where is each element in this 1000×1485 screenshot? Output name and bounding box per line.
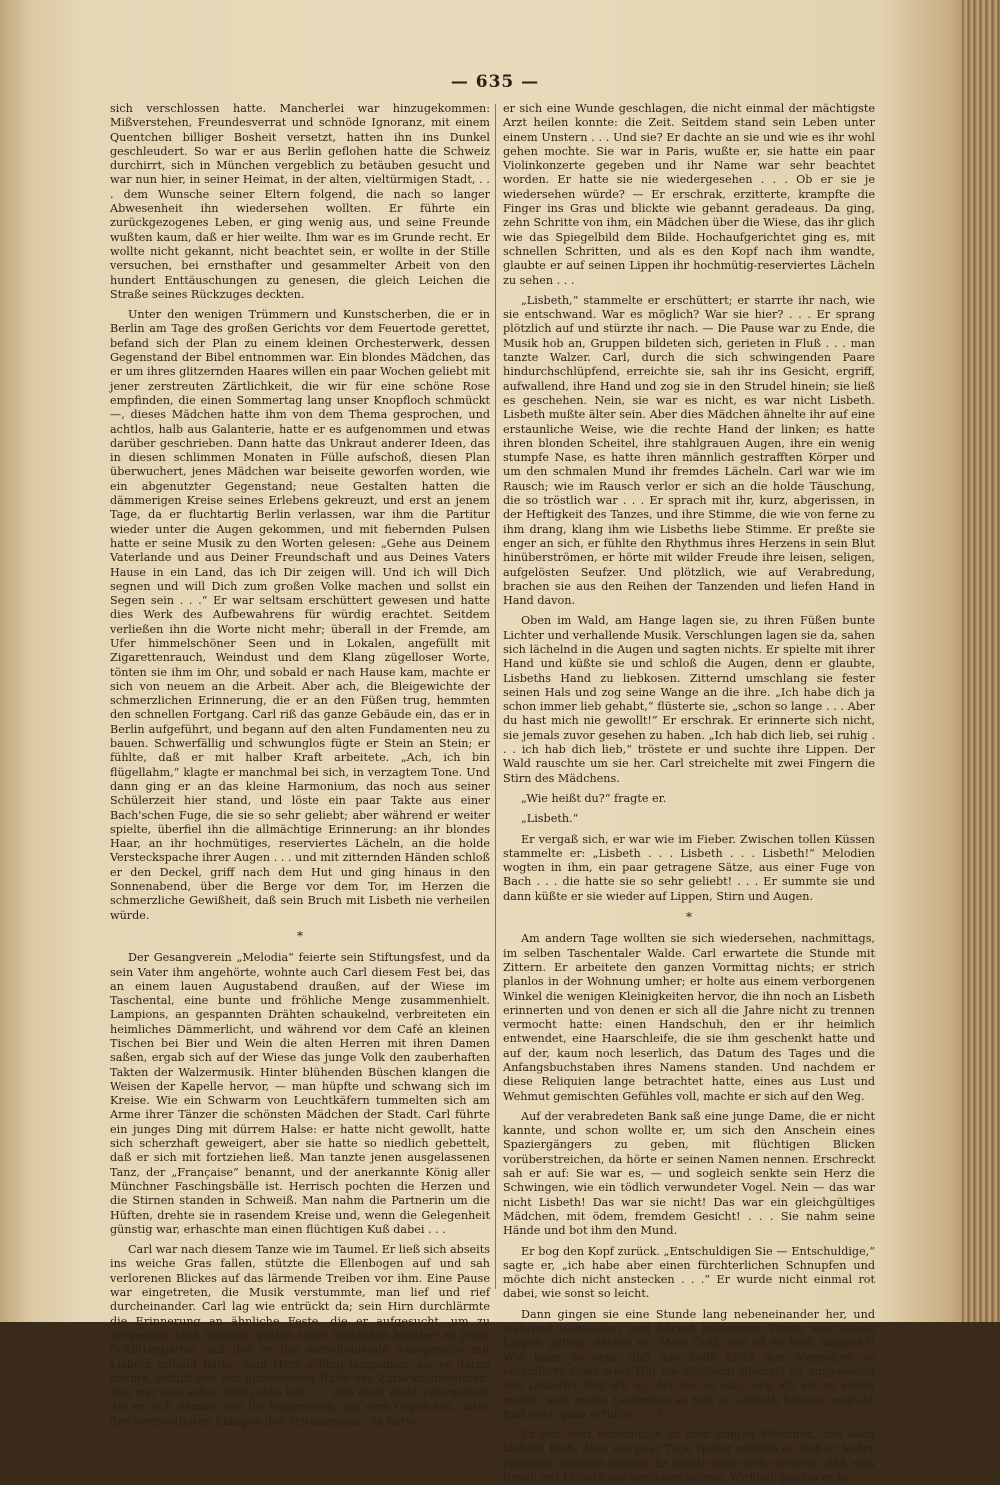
paragraph: Dann gingen sie eine Stunde lang nebeneinander her, und während unbeteiligt und höchst belanglose Worte von seinen Lippen glitten, dachte er: Mein Gott, wie ist es bloß möglich?! Wie kann es sein, daß das helle Licht den Menschen so verändert? Oder wie? Hat sie vielleicht niemals so ausgesehen wie Lisbeth? War ich es, der sie so sah, weil ich sie so sehen wollte, weil meine Gedanken so fest an Lisbeth hingen, weil ihr Bild mich ganz erfüllte . . . ? — [503, 1307, 875, 1421]
book-binding-edge — [962, 0, 1000, 1322]
page-number: — 635 — — [450, 72, 540, 92]
paragraph: „Wie heißt du?“ fragte er. — [521, 791, 667, 805]
section-separator: * — [297, 928, 303, 943]
paragraph: Er vergaß sich, er war wie im Fieber. Zwischen tollen Küssen stammelte er: „Lisbeth . . . Lisbeth . . . Lisbeth!“ Melodien wogten in ihm, ein paar getragene Sätze, aus einer Fuge von Bach . . . die hatte sie so sehr geliebt! . . . Er summte sie und dann küßte er sie wieder auf Lippen, Stirn und Augen. — [503, 832, 875, 903]
paragraph: „Lisbeth,“ stammelte er erschüttert; er starrte ihr nach, wie sie entschwand. War es möglich? War sie hier? . . . Er sprang plötzlich auf und stürzte ihr nach. — Die Pause war zu Ende, die Musik hob an, Gruppen bildeten sich, gerieten in Fluß . . . man tanzte Walzer. Carl, durch die sich schwingenden Paare hindurchschlüpfend, erreichte sie, sah ihr ins Gesicht, ergriff, aufwallend, ihre Hand und zog sie in den Strudel hinein; sie ließ es geschehen. Nein, sie war es nicht, es war nicht Lisbeth. Lisbeth mußte älter sein. Aber dies Mädchen ähnelte ihr auf eine erstaunliche Weise, wie die rechte Hand der linken; es hatte ihren blonden Scheitel, ihre stahlgrauen Augen, ihre ein wenig stumpfe Nase, es hatte ihren männlich gestrafften Körper und um den schmalen Mund ihr fremdes Lächeln. Carl war wie im Rausch; wie im Rausch verlor er sich an die holde Täuschung, die so tröstlich war . . . Er sprach mit ihr, kurz, abgerissen, in der Heftigkeit des Tanzes, und ihre Stimme, die wie von ferne zu ihm drang, klang ihm wie Lisbeths liebe Stimme. Er preßte sie enger an sich, er fühlte den Rhythmus ihres Herzens in sein Blut hinüberströmen, er hörte mit wilder Freude ihre leisen, seligen, aufgelösten Seufzer. Und plötzlich, wie auf Verabredung, brachen sie aus den Reihen der Tanzenden und liefen Hand in Hand davon. — [503, 293, 875, 608]
paragraph: Unter den wenigen Trümmern und Kunstscherben, die er in Berlin am Tage des großen Gerichts vor dem Feuertode gerettet, befand sich der Plan zu einem kleinen Orchesterwerk, dessen Gegenstand der Bibel entnommen war. Ein blondes Mädchen, das er um ihres glitzernden Haares willen ein paar Wochen geliebt mit jener zerstreuten Zärtlichkeit, die wir für eine schöne Rose empfinden, die einen Sommertag lang unser Knopfloch schmückt —, dieses Mädchen hatte ihm von dem Thema gesprochen, und achtlos, halb aus Galanterie, hatte er es aufgenommen und etwas darüber geschrieben. Dann hatte das Unkraut anderer Ideen, das in diesen schlimmen Monaten in Fülle aufschoß, diesen Plan überwuchert, jenes Mädchen war beiseite geworfen worden, wie ein abgenutzter Gegenstand; neue Gestalten hatten die dämmerigen Kreise seines Erlebens gekreuzt, und erst an jenem Tage, da er fluchtartig Berlin verlassen, war ihm die Partitur wieder unter die Augen gekommen, und mit fiebernden Pulsen hatte er seine Musik zu den Worten gelesen: „Gehe aus Deinem Vaterlande und aus Deiner Freundschaft und aus Deines Vaters Hause in ein Land, das ich Dir zeigen will. Und ich will Dich segnen und will Dich zum großen Volke machen und sollst ein Segen sein . . .“ Er war seltsam erschüttert gewesen und hatte dies Werk des Aufbewahrens für würdig erachtet. Seitdem verließen ihn die Worte nicht mehr; überall in der Fremde, am Ufer himmelschöner Seen und in Lokalen, angefüllt mit Zigarettenrauch, Weindust und dem Klang zügelloser Worte, tönten sie ihm im Ohr, und sobald er nach Hause kam, machte er sich von neuem an die Arbeit. Aber ach, die Bleigewichte der schmerzlichen Erinnerung, die er an den Füßen trug, hemmten den schnellen Fortgang. Carl riß das ganze Gebäude ein, das er in Berlin aufgeführt, und begann auf den alten Fundamenten neu zu bauen. Schwerfällig und schwunglos fügte er Stein an Stein; er fühlte, daß er mit halber Kraft arbeitete. „Ach, ich bin flügellahm,“ klagte er manchmal bei sich, in verzagtem Tone. Und dann ging er an das kleine Harmonium, das noch aus seiner Schülerzeit hier stand, und löste ein paar Takte aus einer Bach'schen Fuge, die sie so sehr geliebt; aber während er weiter spielte, überfiel ihn die allmächtige Erinnerung: an ihr blondes Haar, an ihr hochmütiges, reserviertes Lächeln, an die holde Versteckspache ihrer Augen . . . und mit zitternden Händen schloß er den Deckel, griff nach dem Hut und ging hinaus in den Sonnenabend, über die Berge vor dem Tor, im Herzen die schmerzliche Gewißheit, daß sein Bruch mit Lisbeth nie verheilen würde. — [110, 308, 490, 922]
paragraph: Er war sehr verbindlich zu dem jungen Mädchen, das auch Lisbeth hieß. Aber ein paar Tage später schrieb er, daß er leider plötzlich abreisen müsse. Er wußte nun noch sicherer, daß sein Bruch mit Lisbeth nie verheilen würde. Wirklich packte er in — [503, 1428, 875, 1485]
paragraph: sich verschlossen hatte. Mancherlei war hinzugekommen: Mißverstehen, Freundesverrat und schnöde Ignoranz, mit einem Quentchen billiger Bosheit versetzt, hatten ihn ins Dunkel geschleudert. So war er aus Berlin geflohen hatte die Schweiz durchirrt, sich in München vergeblich zu betäuben gesucht und war nun hier, in seiner Heimat, in der alten, vieltürmigen Stadt, . . . dem Wunsche seiner Eltern folgend, die nach so langer Abwesenheit ihn wiedersehen wollten. Er führte ein zurückgezogenes Leben, er ging wenig aus, und seine Freunde wußten kaum, daß er hier weilte. Ihm war es im Grunde recht. Er wollte nicht gekannt, nicht beachtet sein, er wollte in der Stille versuchen, bei ernsthafter und gesammelter Arbeit von den hundert Enttäuschungen zu genesen, die gleich Leichen die Straße seines Rückzuges deckten. — [110, 102, 490, 301]
paragraph: „Lisbeth.“ — [521, 812, 579, 826]
paragraph: Oben im Wald, am Hange lagen sie, zu ihren Füßen bunte Lichter und verhallende Musik. Verschlungen lagen sie da, sahen sich lächelnd in die Augen und sagten nichts. Er spielte mit ihrer Hand und küßte sie und schloß die Augen, denn er glaubte, Lisbeths Hand zu liebkosen. Zitternd umschlang sie fester seinen Hals und zog seine Wange an die ihre. „Ich habe dich ja schon immer lieb gehabt,“ flüsterte sie, „schon so lange . . . Aber du hast mich nie gewollt!“ Er erschrak. Er erinnerte sich nicht, sie jemals zuvor gesehen zu haben. „Ich hab dich lieb, sei ruhig . . . ich hab dich lieb,“ tröstete er und suchte ihre Lippen. Der Wald rauschte um sie her. Carl streichelte mit zwei Fingern die Stirn des Mädchens. — [503, 614, 875, 785]
paragraph: er sich eine Wunde geschlagen, die nicht einmal der mächtigste Arzt heilen konnte: die Zeit. Seitdem stand sein Leben unter einem Unstern . . . Und sie? Er dachte an sie und wie es ihr wohl gehen mochte. Sie war in Paris, wußte er, sie hatte ein paar Violinkonzerte gegeben und ihr Name war sehr beachtet worden. Er hatte sie nie wiedergesehen . . . Ob er sie je wiedersehen würde? — Er erschrak, erzitterte, krampfte die Finger ins Gras und blickte wie gebannt geradeaus. Da ging, zehn Schritte von ihm, ein Mädchen über die Wiese, das ihr glich wie das Spiegelbild dem Bilde. Hochaufgerichtet ging es, mit schnellen Schritten, und als es den Kopf nach ihm wandte, glaubte er auf seinen Lippen ihr hochmütig-reserviertes Lächeln zu sehen . . . — [503, 102, 875, 287]
paragraph: Der Gesangverein „Melodia“ feierte sein Stiftungsfest, und da sein Vater ihm angehörte, wohnte auch Carl diesem Fest bei, das an einem lauen Augustabend draußen, auf der Wiese im Taschental, eine bunte und fröhliche Menge zusammenhielt. Lampions, an gespannten Drähten schaukelnd, verbreiteten ein heimliches Dämmerlicht, und während vor dem Café an kleinen Tischen bei Bier und Wein die alten Herren mit ihren Damen saßen, ergab sich auf der Wiese das junge Volk den zauberhaften Takten der Walzermusik. Hinter blühenden Büschen klangen die Weisen der Kapelle hervor, — man hüpfte und schwang sich im Kreise. Wie ein Schwarm von Leuchtkäfern tummelten sich am Arme ihrer Tänzer die schönsten Mädchen der Stadt. Carl führte ein junges Ding mit dürrem Halse: er hatte nicht gewollt, hatte sich scherzhaft geweigert, aber sie hatte so niedlich gebettelt, daß er sich mit fortziehen ließ. Man tanzte jenen ausgelassenen Tanz, der „Française“ benannt, und der anerkannte König aller Münchner Faschingsbälle ist. Herrisch pochten die Herzen und die Stirnen standen in Schweiß. Man nahm die Partnerin um die Hüften, drehte sie in rasendem Kreise und, wenn die Gelegenheit günstig war, erhaschte man einen flüchtigen Kuß dabei . . . — [110, 951, 490, 1236]
paragraph: Am andern Tage wollten sie sich wiedersehen, nachmittags, im selben Taschentaler Walde. Carl erwartete die Stunde mit Zittern. Er arbeitete den ganzen Vormittag nichts; er strich planlos in der Wohnung umher; er holte aus einem verborgenen Winkel die wenigen Kleinigkeiten hervor, die ihn noch an Lisbeth erinnerten und von denen er sich all die Jahre nicht zu trennen vermocht hatte: einen Handschuh, den er ihr heimlich entwendet, eine Haarschleife, die sie ihm geschenkt hatte und auf der, kaum noch leserlich, das Datum des Tages und die Anfangsbuchstaben ihres Namens standen. Und nachdem er diese Reliquien lange betrachtet hatte, eines aus Lust und Wehmut gemischten Gefühles voll, machte er sich auf den Weg. — [503, 932, 875, 1103]
paragraph: Carl war nach diesem Tanze wie im Taumel. Er ließ sich abseits ins weiche Gras fallen, stützte die Ellenbogen auf und sah verlorenen Blickes auf das lärmende Treiben vor ihm. Eine Pause war eingetreten, die Musik verstummte, man lief und rief durcheinander. Carl lag wie entrückt da; sein Hirn durchlärmte die Erinnerung an ähnliche Feste, die er aufgesucht, um zu vergessen. Und langsam glitten seine Gedanken hinüber zu jener Schlittenpartie, auf der er die entscheidende Aussprache mit Lisbeth gehabt hatte. Sein Herz schlug langsamer, als er daran dachte, erfüllt von der gemessenen Ruhe des Zurückschauenden. Das war nun schon fünf Jahre her . . . und doch nicht verwunden! Als er sich damals von ihr losgerissen, auf dem Orgelchor, unter den verzweifelten Klängen der Tristanmusik, da hatte — [110, 1243, 490, 1428]
section-separator: * — [686, 910, 692, 925]
right-column — [503, 102, 875, 1485]
paragraph: Auf der verabredeten Bank saß eine junge Dame, die er nicht kannte, und schon wollte er, um sich den Anschein eines Spaziergängers zu geben, mit flüchtigen Blicken vorüberstreichen, da hörte er seinen Namen nennen. Erschreckt sah er auf: Sie war es, — und sogleich senkte sein Herz die Schwingen, wie ein tödlich verwundeter Vogel. Nein — das war nicht Lisbeth! Das war sie nicht! Das war ein gleichgültiges Mädchen, mit ödem, fremdem Gesicht! . . . Sie nahm seine Hände und bot ihm den Mund. — [503, 1109, 875, 1238]
paragraph: Er bog den Kopf zurück. „Entschuldigen Sie — Entschuldige,“ sagte er, „ich habe aber einen fürchterlichen Schnupfen und möchte dich nicht anstecken . . .“ Er wurde nicht einmal rot dabei, wie sonst so leicht. — [503, 1244, 875, 1301]
column-divider — [495, 104, 496, 1289]
left-column — [110, 102, 490, 1428]
